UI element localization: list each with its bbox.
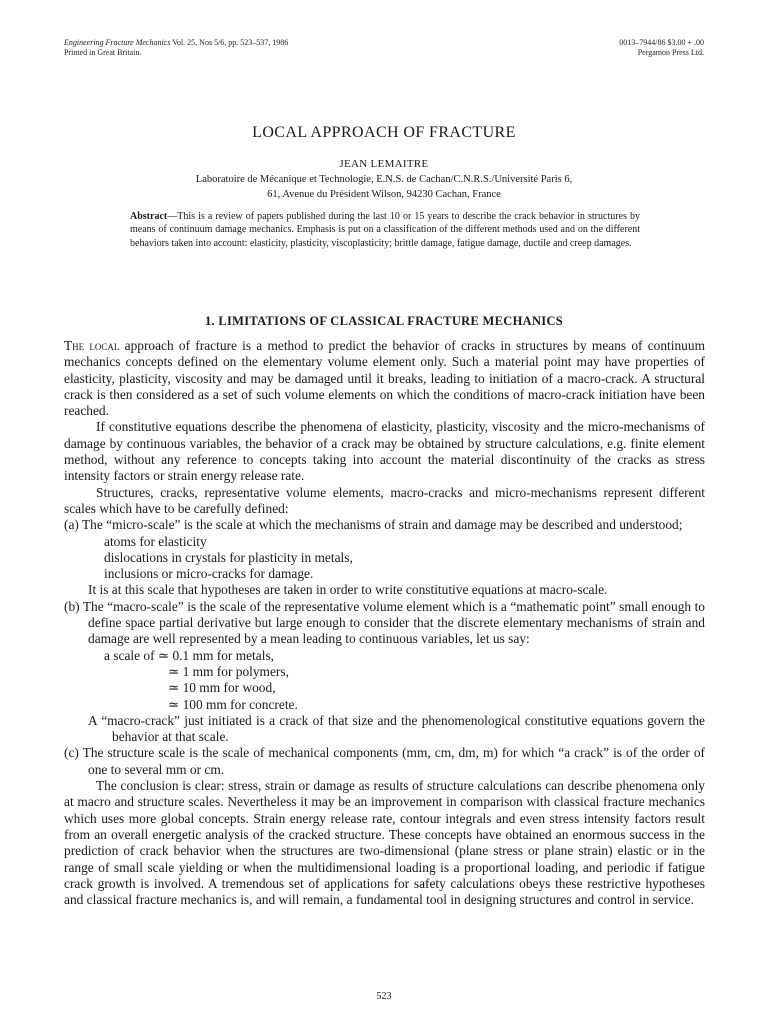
list-a-sub-3: inclusions or micro-cracks for damage. <box>104 566 314 582</box>
list-a-sub-1: atoms for elasticity <box>104 533 207 549</box>
list-b-sub-4: ≃ 100 mm for concrete. <box>168 696 298 712</box>
affiliation-line-2: 61, Avenue du Président Wilson, 94230 Cachan, France <box>267 189 501 200</box>
list-b-sub-1: a scale of ≃ 0.1 mm for metals, <box>104 647 274 663</box>
journal-name: Engineering Fracture Mechanics <box>64 38 171 47</box>
author-name: JEAN LEMAITRE <box>339 158 429 170</box>
list-item-b: (b) The “macro-scale” is the scale of the representative volume element which is a “mathematic point” small enough to define space partial derivative but large enough to consider that the discrete elementary mechanisms of strain and damage are well represented by a mean leading to continuous variables, let us say: <box>64 598 705 647</box>
publisher-name: Pergamon Press Ltd. <box>637 48 704 57</box>
body-text <box>64 338 705 908</box>
journal-header <box>64 38 288 58</box>
price-code: 0013–7944/86 $3.00 + .00 <box>619 38 704 47</box>
section-heading: 1. LIMITATIONS OF CLASSICAL FRACTURE MECHANICS <box>204 314 564 328</box>
affiliation <box>0 172 768 202</box>
abstract <box>130 210 640 250</box>
paper-title: LOCAL APPROACH OF FRACTURE <box>252 124 516 141</box>
publisher-header <box>619 38 704 58</box>
list-a-sub-2: dislocations in crystals for plasticity in metals, <box>104 549 353 565</box>
list-b-sub-3: ≃ 10 mm for wood, <box>168 680 276 696</box>
paragraph-2: If constitutive equations describe the phenomena of elasticity, plasticity, viscosity and the micro-mechanisms of damage by continuous variables, the behavior of a crack may be obtained by structure calculations, e.g. finite element method, without any reference to concepts taking into account the material discontinuity of the cracks as stress intensity factors or strain energy release rate. <box>64 419 705 484</box>
abstract-label: Abstract <box>130 211 168 222</box>
page-number: 523 <box>376 991 392 1002</box>
list-item-c: (c) The structure scale is the scale of mechanical components (mm, cm, dm, m) for which “a crack” is of the order of one to several mm or cm. <box>64 745 705 777</box>
paragraph-1-text: approach of fracture is a method to predict the behavior of cracks in structures by means of continuum mechanics concepts defined on the elementary volume element only. Such a material point may have properties of elasticity, plasticity, viscosity and may be damaged until it breaks, leading to initiation of a macro-crack. A structural crack is then considered as a set of such volume elements on which the conditions of macro-crack initiation have been reached. <box>64 338 705 419</box>
list-item-a: (a) The “micro-scale” is the scale at which the mechanisms of strain and damage may be described and understood; <box>64 517 683 533</box>
printed-note: Printed in Great Britain. <box>64 48 142 57</box>
list-a-after: It is at this scale that hypotheses are taken in order to write constitutive equations at macro-scale. <box>88 582 608 598</box>
paragraph-4: The conclusion is clear: stress, strain or damage as results of structure calculations can describe phenomena only at macro and structure scales. Nevertheless it may be an improvement in comparison with classical fracture mechanics which uses more global concepts. Strain energy release rate, contour integrals and even stress intensity factors result from an overall energetic analysis of the cracked structure. These concepts have obtained an enormous success in the prediction of crack behavior when the structures are two-dimensional (plane stress or plane strain) elastic or in the range of small scale yielding or when the multidimensional loading is a proportional loading, and periodic if fatigue crack growth is involved. A tremendous set of applications for safety calculations obeys these restrictive hypotheses and classical fracture mechanics is, and will remain, a fundamental tool in designing structures and control in service. <box>64 778 705 908</box>
paragraph-3: Structures, cracks, representative volume elements, macro-cracks and micro-mechanisms represent different scales which have to be carefully defined: <box>64 484 705 516</box>
list-b-after: A “macro-crack” just initiated is a crack of that size and the phenomenological constitutive equations govern the behavior at that scale. <box>88 712 705 745</box>
abstract-text: —This is a review of papers published during the last 10 or 15 years to describe the crack behavior in structures by means of continuum damage mechanics. Emphasis is put on a classification of the different methods used and on the different behaviors taken into account: elasticity, plasticity, viscoplasticity; brittle damage, fatigue damage, ductile and creep damages. <box>130 211 640 249</box>
journal-citation: Vol. 25, Nos 5/6, pp. 523–537, 1986 <box>172 38 289 47</box>
paragraph-1-lead: The local <box>64 338 120 353</box>
paragraph-1 <box>64 338 705 419</box>
list-b-sub-2: ≃ 1 mm for polymers, <box>168 663 289 679</box>
affiliation-line-1: Laboratoire de Mécanique et Technologie, E.N.S. de Cachan/C.N.R.S./Université Paris 6, <box>195 174 573 185</box>
